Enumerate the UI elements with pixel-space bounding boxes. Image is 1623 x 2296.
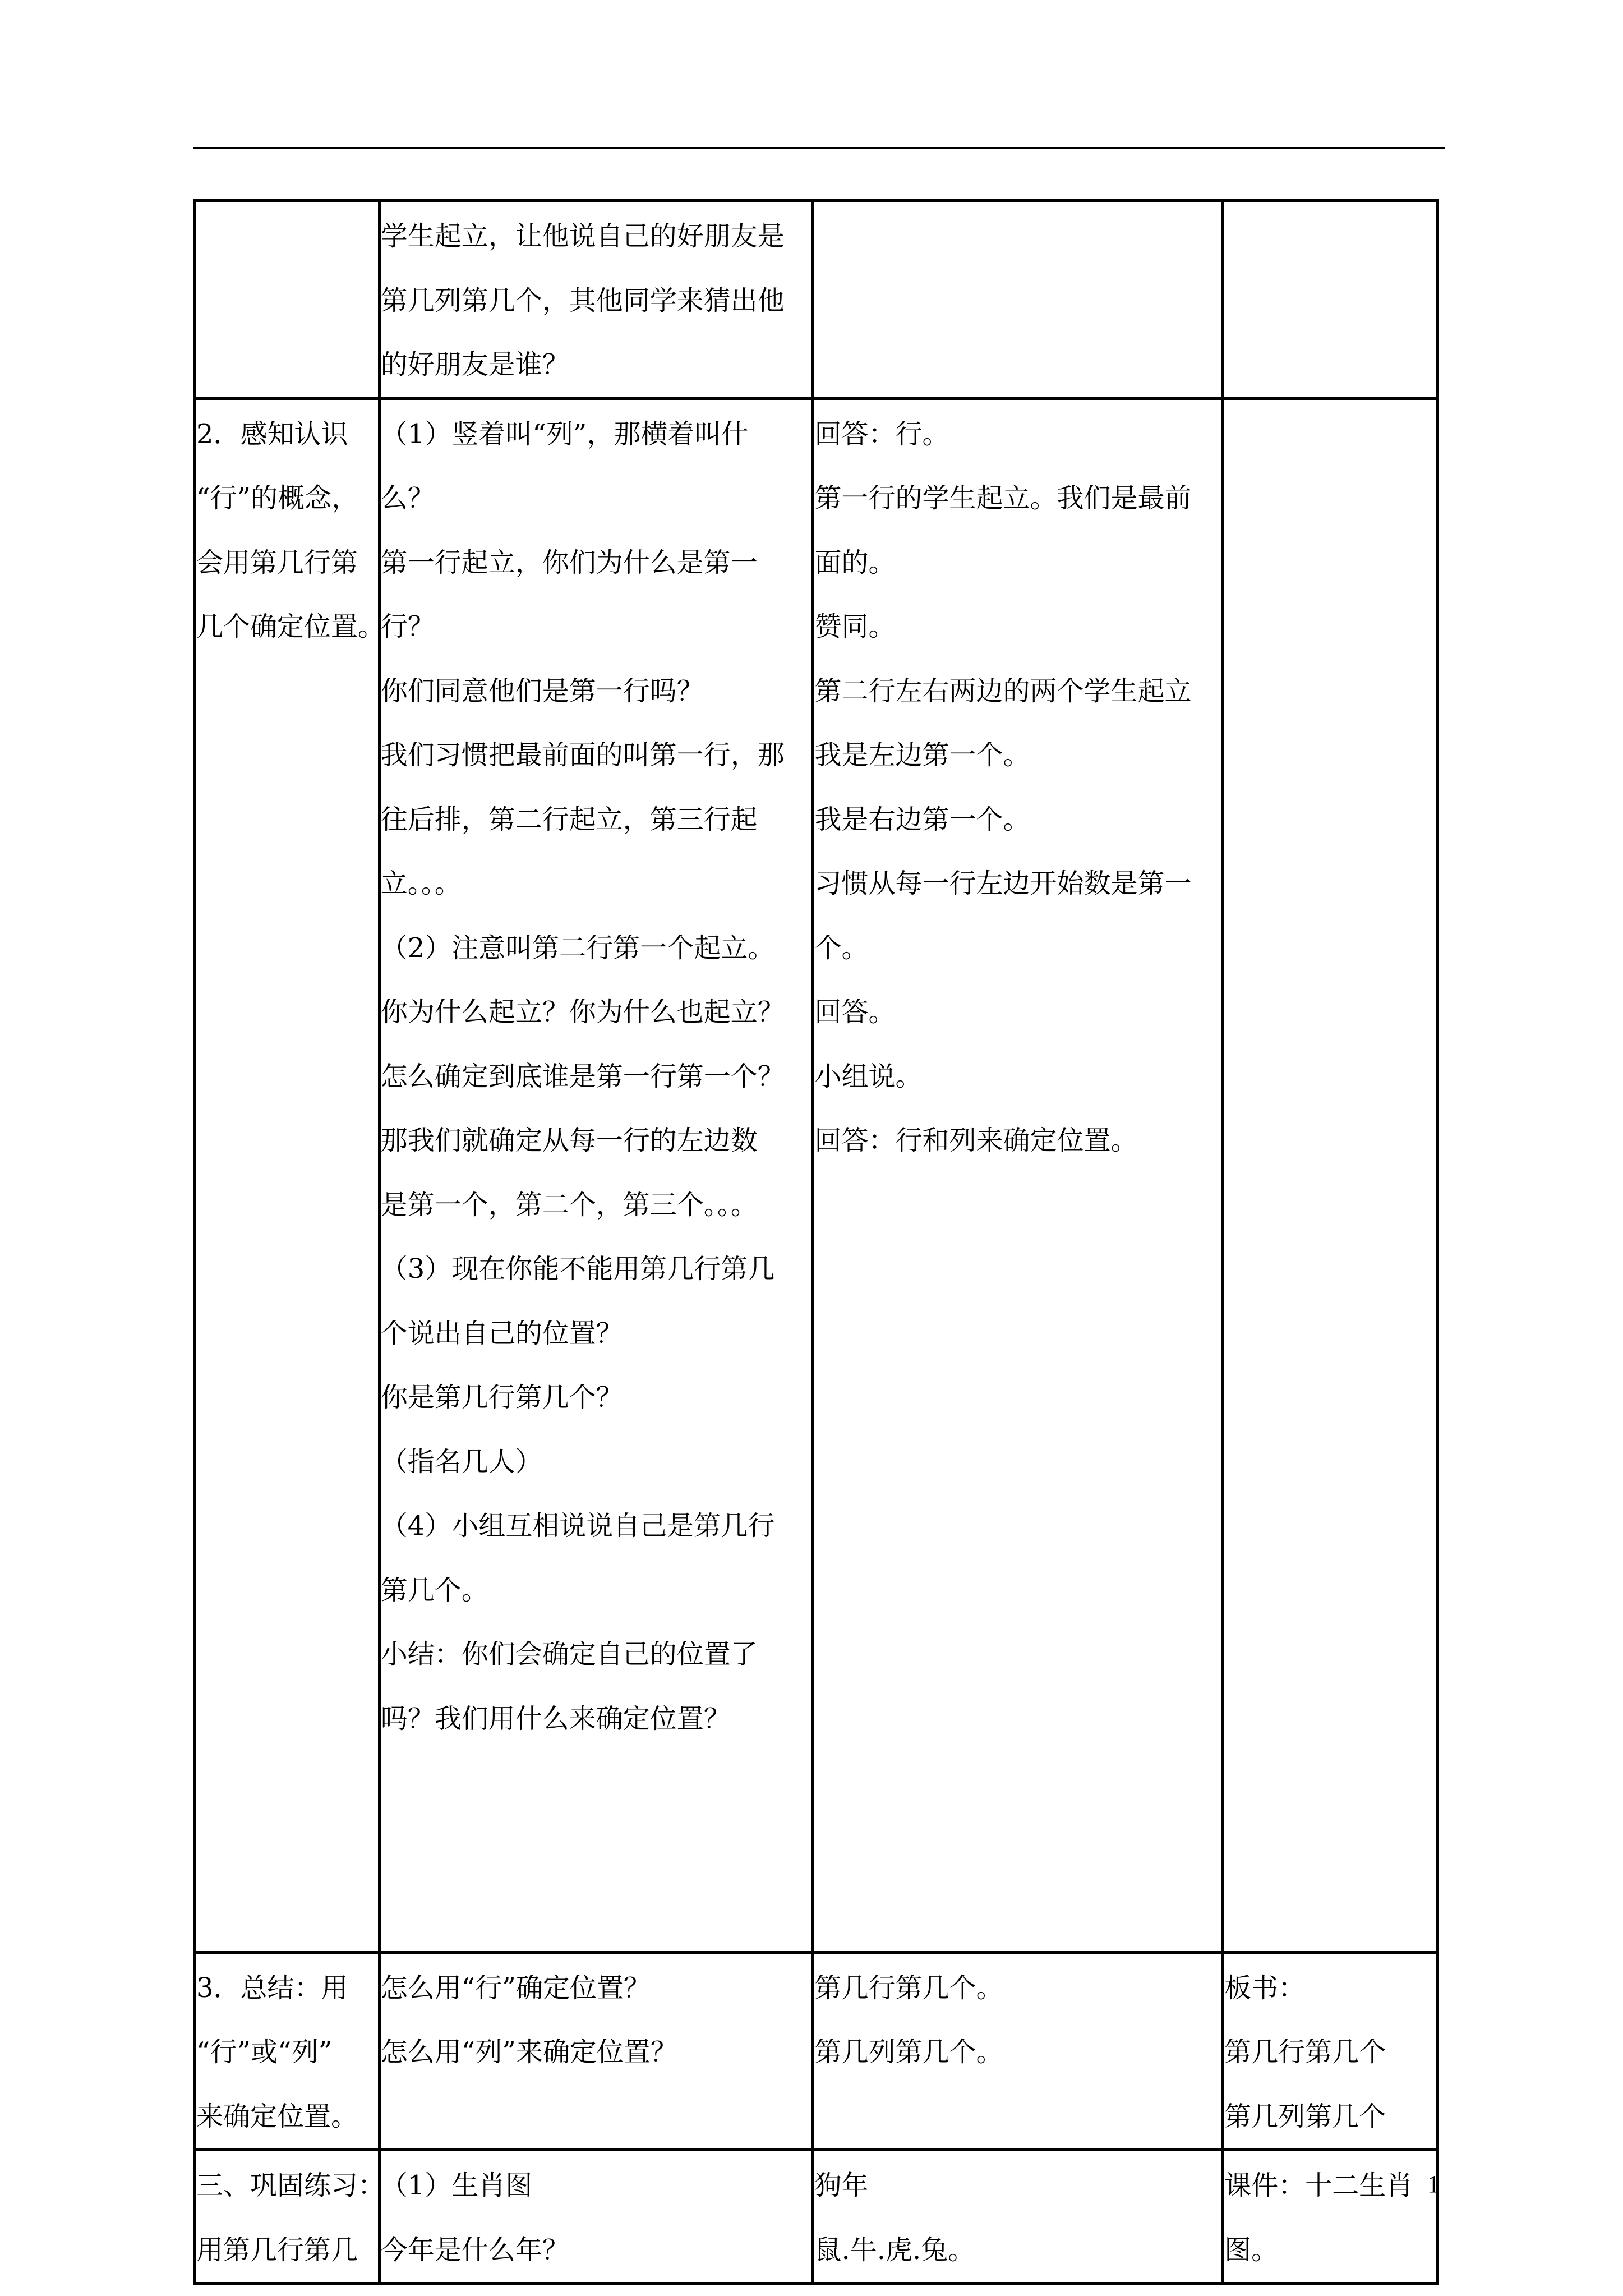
cell-text-line: 三、巩固练习： bbox=[196, 2170, 385, 2201]
cell-text-line: 第几列第几个 bbox=[1224, 2100, 1386, 2132]
cell-text-line: 回答：行。 bbox=[814, 418, 949, 450]
cell-text-line: 会用第几行第 bbox=[196, 546, 358, 578]
cell-text-line: “行”或“列” bbox=[196, 2036, 333, 2068]
table-row bbox=[195, 201, 1438, 399]
cell-text-line: 面的。 bbox=[814, 546, 896, 578]
cell-text-line: 我们习惯把最前面的叫第一行，那 bbox=[380, 739, 785, 771]
cell-text-line: 我是右边第一个。 bbox=[814, 803, 1030, 835]
cell-text-line: 课件：十二生肖 bbox=[1224, 2170, 1413, 2201]
lesson-plan-table bbox=[193, 199, 1439, 2285]
header-rule bbox=[193, 147, 1445, 149]
cell-text-line: （3）现在你能不能用第几行第几 bbox=[380, 1253, 775, 1285]
cell-text-line: 用第几行第几 bbox=[196, 2234, 358, 2266]
cell-text-line: 行？ bbox=[380, 611, 435, 642]
cell-notes bbox=[1223, 2150, 1438, 2284]
cell-student bbox=[813, 201, 1223, 399]
cell-text-line: 我是左边第一个。 bbox=[814, 739, 1030, 771]
cell-text-line: 今年是什么年？ bbox=[380, 2234, 569, 2266]
cell-text-line: 几个确定位置。 bbox=[196, 611, 385, 642]
cell-text-line: 小结：你们会确定自己的位置了 bbox=[380, 1639, 758, 1670]
cell-text-line: （2）注意叫第二行第一个起立。 bbox=[380, 932, 775, 964]
cell-activity bbox=[195, 1952, 380, 2150]
cell-text-line: 么？ bbox=[380, 482, 435, 514]
cell-text-line: 第几行第几个。 bbox=[814, 1972, 1003, 2004]
cell-text-line: 来确定位置。 bbox=[196, 2100, 358, 2132]
cell-text-line: 第一行的学生起立。我们是最前 bbox=[814, 482, 1192, 514]
cell-text-line: “行”的概念， bbox=[196, 482, 359, 514]
cell-text-line: 回答。 bbox=[814, 996, 896, 1028]
cell-text-line: 个。 bbox=[814, 932, 869, 964]
cell-text-line: 的好朋友是谁？ bbox=[380, 349, 569, 380]
cell-text-line: 第几列第几个。 bbox=[814, 2036, 1003, 2068]
cell-notes bbox=[1223, 398, 1438, 1952]
cell-text-line: 第二行左右两边的两个学生起立 bbox=[814, 675, 1192, 707]
cell-activity bbox=[195, 2150, 385, 2284]
cell-text-line: 立。。。 bbox=[380, 868, 462, 899]
cell-text-line: 往后排，第二行起立，第三行起 bbox=[380, 803, 758, 835]
cell-notes bbox=[1223, 1952, 1438, 2150]
cell-text-line: 第几列第几个，其他同学来猜出他 bbox=[380, 284, 785, 316]
cell-text-line: 第几行第几个 bbox=[1224, 2036, 1386, 2068]
cell-text-line: 学生起立，让他说自己的好朋友是 bbox=[380, 220, 785, 252]
cell-text-line: 你们同意他们是第一行吗？ bbox=[380, 675, 704, 707]
table-row bbox=[195, 398, 1438, 1952]
cell-text-line: 吗？我们用什么来确定位置？ bbox=[380, 1703, 731, 1734]
cell-activity bbox=[195, 398, 385, 1952]
cell-text-line: 那我们就确定从每一行的左边数 bbox=[380, 1125, 758, 1156]
cell-teacher bbox=[379, 398, 813, 1952]
cell-text-line: 你为什么起立？你为什么也起立？ bbox=[380, 996, 785, 1028]
cell-text-line: （4）小组互相说说自己是第几行 bbox=[380, 1510, 775, 1542]
cell-text-line: 你是第几行第几个？ bbox=[380, 1382, 623, 1413]
cell-text-line: 是第一个，第二个，第三个。。。 bbox=[380, 1189, 758, 1221]
cell-notes bbox=[1223, 201, 1438, 399]
table-row bbox=[195, 1952, 1438, 2150]
cell-text-line: 第一行起立，你们为什么是第一 bbox=[380, 546, 758, 578]
cell-text-line: （指名几人） bbox=[380, 1446, 542, 1478]
cell-text-line: 赞同。 bbox=[814, 611, 896, 642]
cell-text-line: 狗年 bbox=[814, 2170, 869, 2201]
cell-text-line: 怎么用“列”来确定位置？ bbox=[380, 2036, 677, 2068]
cell-text-line: 小组说。 bbox=[814, 1060, 923, 1092]
page-number: 1 bbox=[1427, 2170, 1440, 2198]
cell-student bbox=[813, 2150, 1223, 2284]
cell-student bbox=[813, 398, 1223, 1952]
cell-text-line: 怎么用“行”确定位置？ bbox=[380, 1972, 651, 2004]
cell-text-line: 3．总结：用 bbox=[196, 1972, 348, 2004]
cell-text-line: 鼠.牛.虎.兔。 bbox=[814, 2234, 975, 2266]
cell-text-line: （1）生肖图 bbox=[380, 2170, 533, 2201]
cell-teacher bbox=[379, 1952, 813, 2150]
cell-text-line: 个说出自己的位置？ bbox=[380, 1317, 623, 1349]
cell-student bbox=[813, 1952, 1223, 2150]
cell-teacher bbox=[379, 2150, 813, 2284]
cell-teacher bbox=[379, 201, 813, 399]
cell-text-line: 回答：行和列来确定位置。 bbox=[814, 1125, 1138, 1156]
cell-text-line: 板书： bbox=[1224, 1972, 1306, 2004]
cell-text-line: 图。 bbox=[1224, 2234, 1279, 2266]
cell-text-line: 2．感知认识 bbox=[196, 418, 348, 450]
cell-text-line: 怎么确定到底谁是第一行第一个？ bbox=[380, 1060, 785, 1092]
cell-text-line: 第几个。 bbox=[380, 1574, 488, 1606]
cell-text-line: （1）竖着叫“列”，那横着叫什 bbox=[380, 418, 749, 450]
lesson-table-body bbox=[195, 201, 1438, 2284]
cell-activity bbox=[195, 201, 380, 399]
cell-text-line: 习惯从每一行左边开始数是第一 bbox=[814, 868, 1192, 899]
table-row bbox=[195, 2150, 1438, 2284]
